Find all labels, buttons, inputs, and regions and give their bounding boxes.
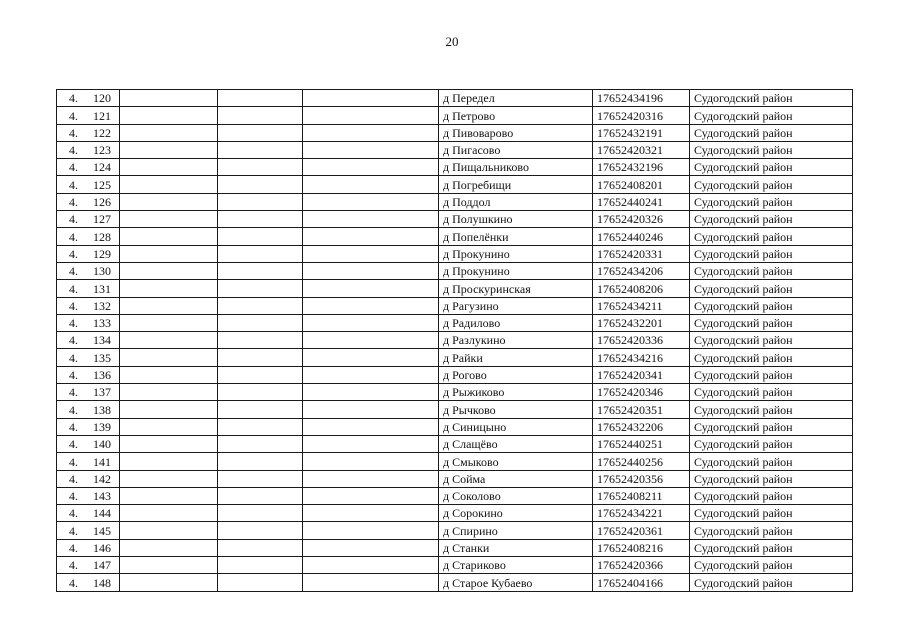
empty-cell-1 [120,401,218,418]
table-row [57,384,853,401]
settlement-name-cell: д Сорокино [439,505,593,522]
empty-cell-3 [303,90,439,107]
empty-cell-3 [303,141,439,158]
empty-cell-1 [120,228,218,245]
district-cell: Судогодский район [690,176,853,193]
table-row [57,470,853,487]
okato-code-cell: 17652408211 [593,487,690,504]
district-cell: Судогодский район [690,245,853,262]
table-row [57,349,853,366]
district-cell: Судогодский район [690,435,853,452]
empty-cell-1 [120,211,218,228]
okato-code-cell: 17652420361 [593,522,690,539]
table-row [57,297,853,314]
okato-code-cell: 17652432201 [593,314,690,331]
table-row [57,401,853,418]
empty-cell-3 [303,245,439,262]
row-index-minor: 142 [93,471,111,486]
okato-code-cell: 17652440241 [593,193,690,210]
empty-cell-1 [120,193,218,210]
row-index-cell [57,487,120,504]
okato-code-cell: 17652420346 [593,384,690,401]
empty-cell-2 [218,557,303,574]
district-cell: Судогодский район [690,574,853,591]
row-index-major: 4. [69,246,78,261]
row-index-major: 4. [69,212,78,227]
table-row [57,574,853,591]
okato-code-cell: 17652434216 [593,349,690,366]
row-index-minor: 133 [93,316,111,331]
row-index-major: 4. [69,350,78,365]
empty-cell-3 [303,574,439,591]
row-index-cell [57,107,120,124]
okato-code-cell: 17652420321 [593,141,690,158]
empty-cell-1 [120,574,218,591]
district-cell: Судогодский район [690,280,853,297]
row-index-minor: 126 [93,195,111,210]
district-cell: Судогодский район [690,522,853,539]
empty-cell-1 [120,159,218,176]
empty-cell-3 [303,401,439,418]
district-cell: Судогодский район [690,505,853,522]
row-index-major: 4. [69,281,78,296]
table-row [57,107,853,124]
empty-cell-2 [218,314,303,331]
settlement-name-cell: д Соколово [439,487,593,504]
row-index-major: 4. [69,506,78,521]
row-index-major: 4. [69,298,78,313]
row-index-cell [57,314,120,331]
okato-code-cell: 17652420331 [593,245,690,262]
okato-code-cell: 17652420316 [593,107,690,124]
empty-cell-3 [303,193,439,210]
okato-code-cell: 17652420326 [593,211,690,228]
empty-cell-2 [218,141,303,158]
row-index-major: 4. [69,125,78,140]
table-row [57,245,853,262]
table-row [57,557,853,574]
row-index-cell [57,193,120,210]
row-index-minor: 135 [93,350,111,365]
empty-cell-1 [120,297,218,314]
settlement-name-cell: д Смыково [439,453,593,470]
settlement-name-cell: д Радилово [439,314,593,331]
district-cell: Судогодский район [690,211,853,228]
row-index-minor: 140 [93,437,111,452]
empty-cell-1 [120,505,218,522]
settlement-name-cell: д Разлукино [439,332,593,349]
empty-cell-1 [120,141,218,158]
empty-cell-3 [303,539,439,556]
row-index-cell [57,418,120,435]
row-index-minor: 146 [93,541,111,556]
okato-code-cell: 17652440251 [593,435,690,452]
row-index-cell [57,280,120,297]
row-index-minor: 134 [93,333,111,348]
empty-cell-2 [218,176,303,193]
empty-cell-1 [120,418,218,435]
row-index-cell [57,401,120,418]
empty-cell-1 [120,90,218,107]
empty-cell-1 [120,280,218,297]
settlement-name-cell: д Райки [439,349,593,366]
district-cell: Судогодский район [690,107,853,124]
row-index-cell [57,539,120,556]
table-row [57,176,853,193]
district-cell: Судогодский район [690,470,853,487]
settlement-name-cell: д Прокунино [439,245,593,262]
district-cell: Судогодский район [690,418,853,435]
okato-code-cell: 17652434196 [593,90,690,107]
empty-cell-1 [120,384,218,401]
empty-cell-1 [120,314,218,331]
row-index-major: 4. [69,333,78,348]
empty-cell-2 [218,435,303,452]
empty-cell-2 [218,245,303,262]
settlement-name-cell: д Полушкино [439,211,593,228]
empty-cell-3 [303,124,439,141]
empty-cell-3 [303,297,439,314]
district-cell: Судогодский район [690,453,853,470]
empty-cell-3 [303,487,439,504]
empty-cell-3 [303,176,439,193]
table-row [57,228,853,245]
empty-cell-2 [218,505,303,522]
row-index-minor: 123 [93,143,111,158]
settlement-name-cell: д Петрово [439,107,593,124]
settlement-name-cell: д Прокунино [439,262,593,279]
empty-cell-1 [120,245,218,262]
settlement-name-cell: д Пигасово [439,141,593,158]
settlement-name-cell: д Попелёнки [439,228,593,245]
row-index-cell [57,245,120,262]
row-index-cell [57,435,120,452]
settlement-name-cell: д Слащёво [439,435,593,452]
row-index-minor: 122 [93,125,111,140]
okato-code-cell: 17652408206 [593,280,690,297]
empty-cell-2 [218,539,303,556]
district-cell: Судогодский район [690,297,853,314]
row-index-minor: 141 [93,454,111,469]
row-index-major: 4. [69,402,78,417]
row-index-major: 4. [69,195,78,210]
table-row [57,487,853,504]
settlement-name-cell: д Пивоварово [439,124,593,141]
empty-cell-3 [303,470,439,487]
district-cell: Судогодский район [690,401,853,418]
settlement-name-cell: д Спирино [439,522,593,539]
okato-code-cell: 17652420341 [593,366,690,383]
empty-cell-3 [303,557,439,574]
empty-cell-2 [218,522,303,539]
row-index-major: 4. [69,454,78,469]
empty-cell-1 [120,349,218,366]
empty-cell-2 [218,384,303,401]
settlement-name-cell: д Синицыно [439,418,593,435]
row-index-cell [57,90,120,107]
row-index-major: 4. [69,316,78,331]
table-row [57,159,853,176]
row-index-minor: 131 [93,281,111,296]
okato-code-cell: 17652432191 [593,124,690,141]
table-row [57,418,853,435]
empty-cell-3 [303,211,439,228]
row-index-minor: 129 [93,246,111,261]
row-index-cell [57,557,120,574]
empty-cell-2 [218,401,303,418]
table-body [57,90,853,592]
row-index-cell [57,141,120,158]
empty-cell-1 [120,262,218,279]
district-cell: Судогодский район [690,332,853,349]
settlement-name-cell: д Рычково [439,401,593,418]
table-row [57,124,853,141]
empty-cell-2 [218,487,303,504]
okato-code-cell: 17652420336 [593,332,690,349]
row-index-cell [57,470,120,487]
empty-cell-2 [218,262,303,279]
district-cell: Судогодский район [690,487,853,504]
district-cell: Судогодский район [690,539,853,556]
settlement-name-cell: д Поддол [439,193,593,210]
empty-cell-3 [303,107,439,124]
row-index-minor: 138 [93,402,111,417]
table-row [57,505,853,522]
row-index-minor: 148 [93,575,111,590]
empty-cell-2 [218,211,303,228]
district-cell: Судогодский район [690,557,853,574]
row-index-minor: 125 [93,177,111,192]
settlement-name-cell: д Проскуринская [439,280,593,297]
settlement-name-cell: д Станки [439,539,593,556]
row-index-cell [57,522,120,539]
district-cell: Судогодский район [690,141,853,158]
row-index-major: 4. [69,541,78,556]
empty-cell-3 [303,384,439,401]
row-index-major: 4. [69,558,78,573]
okato-code-cell: 17652432206 [593,418,690,435]
empty-cell-2 [218,297,303,314]
table-row [57,522,853,539]
okato-code-cell: 17652440256 [593,453,690,470]
row-index-major: 4. [69,471,78,486]
row-index-major: 4. [69,160,78,175]
settlement-name-cell: д Сойма [439,470,593,487]
row-index-cell [57,453,120,470]
empty-cell-2 [218,90,303,107]
empty-cell-3 [303,522,439,539]
row-index-major: 4. [69,523,78,538]
row-index-cell [57,349,120,366]
empty-cell-2 [218,193,303,210]
empty-cell-2 [218,280,303,297]
okato-code-cell: 17652432196 [593,159,690,176]
row-index-major: 4. [69,108,78,123]
okato-code-cell: 17652408201 [593,176,690,193]
empty-cell-1 [120,176,218,193]
table-row [57,366,853,383]
table-row [57,332,853,349]
empty-cell-3 [303,159,439,176]
empty-cell-3 [303,418,439,435]
okato-code-cell: 17652408216 [593,539,690,556]
empty-cell-2 [218,574,303,591]
empty-cell-3 [303,262,439,279]
empty-cell-1 [120,435,218,452]
row-index-cell [57,366,120,383]
row-index-cell [57,297,120,314]
okato-code-cell: 17652420356 [593,470,690,487]
empty-cell-1 [120,522,218,539]
empty-cell-2 [218,418,303,435]
empty-cell-1 [120,539,218,556]
table-row [57,211,853,228]
page-number: 20 [445,34,459,49]
table-row [57,90,853,107]
row-index-major: 4. [69,177,78,192]
row-index-cell [57,176,120,193]
okato-code-cell: 17652420366 [593,557,690,574]
empty-cell-3 [303,349,439,366]
settlement-name-cell: д Рыжиково [439,384,593,401]
row-index-major: 4. [69,368,78,383]
empty-cell-1 [120,453,218,470]
row-index-minor: 145 [93,523,111,538]
district-cell: Судогодский район [690,366,853,383]
row-index-major: 4. [69,264,78,279]
settlement-name-cell: д Рагузино [439,297,593,314]
row-index-cell [57,574,120,591]
settlement-name-cell: д Пищальниково [439,159,593,176]
row-index-major: 4. [69,437,78,452]
settlements-table [56,89,853,592]
row-index-minor: 143 [93,489,111,504]
row-index-minor: 124 [93,160,111,175]
empty-cell-2 [218,228,303,245]
empty-cell-3 [303,280,439,297]
empty-cell-1 [120,470,218,487]
row-index-minor: 139 [93,419,111,434]
row-index-cell [57,124,120,141]
district-cell: Судогодский район [690,193,853,210]
table-row [57,193,853,210]
row-index-major: 4. [69,385,78,400]
row-index-minor: 128 [93,229,111,244]
table-row [57,280,853,297]
settlement-name-cell: д Погребищи [439,176,593,193]
row-index-cell [57,332,120,349]
empty-cell-2 [218,159,303,176]
row-index-minor: 132 [93,298,111,313]
okato-code-cell: 17652440246 [593,228,690,245]
okato-code-cell: 17652434211 [593,297,690,314]
row-index-cell [57,228,120,245]
empty-cell-3 [303,314,439,331]
district-cell: Судогодский район [690,228,853,245]
row-index-major: 4. [69,229,78,244]
row-index-cell [57,262,120,279]
okato-code-cell: 17652434206 [593,262,690,279]
settlement-name-cell: д Передел [439,90,593,107]
empty-cell-1 [120,366,218,383]
row-index-major: 4. [69,91,78,106]
empty-cell-2 [218,107,303,124]
empty-cell-3 [303,435,439,452]
settlement-name-cell: д Стариково [439,557,593,574]
okato-code-cell: 17652434221 [593,505,690,522]
empty-cell-1 [120,557,218,574]
row-index-minor: 144 [93,506,111,521]
empty-cell-1 [120,107,218,124]
empty-cell-3 [303,332,439,349]
row-index-minor: 136 [93,368,111,383]
empty-cell-2 [218,366,303,383]
row-index-cell [57,505,120,522]
row-index-minor: 121 [93,108,111,123]
empty-cell-2 [218,453,303,470]
empty-cell-1 [120,124,218,141]
row-index-minor: 147 [93,558,111,573]
row-index-major: 4. [69,489,78,504]
row-index-major: 4. [69,419,78,434]
empty-cell-3 [303,228,439,245]
row-index-minor: 127 [93,212,111,227]
district-cell: Судогодский район [690,262,853,279]
okato-code-cell: 17652404166 [593,574,690,591]
district-cell: Судогодский район [690,90,853,107]
empty-cell-1 [120,487,218,504]
row-index-cell [57,211,120,228]
row-index-minor: 120 [93,91,111,106]
table-row [57,539,853,556]
row-index-cell [57,384,120,401]
settlement-name-cell: д Старое Кубаево [439,574,593,591]
row-index-cell [57,159,120,176]
table-row [57,141,853,158]
table-row [57,262,853,279]
okato-code-cell: 17652420351 [593,401,690,418]
empty-cell-2 [218,470,303,487]
empty-cell-2 [218,349,303,366]
table-row [57,435,853,452]
row-index-minor: 137 [93,385,111,400]
district-cell: Судогодский район [690,349,853,366]
empty-cell-2 [218,124,303,141]
empty-cell-3 [303,453,439,470]
district-cell: Судогодский район [690,314,853,331]
empty-cell-3 [303,505,439,522]
empty-cell-1 [120,332,218,349]
row-index-minor: 130 [93,264,111,279]
table-row [57,314,853,331]
district-cell: Судогодский район [690,159,853,176]
row-index-major: 4. [69,575,78,590]
district-cell: Судогодский район [690,384,853,401]
table-row [57,453,853,470]
empty-cell-3 [303,366,439,383]
district-cell: Судогодский район [690,124,853,141]
empty-cell-2 [218,332,303,349]
row-index-major: 4. [69,143,78,158]
settlement-name-cell: д Рогово [439,366,593,383]
